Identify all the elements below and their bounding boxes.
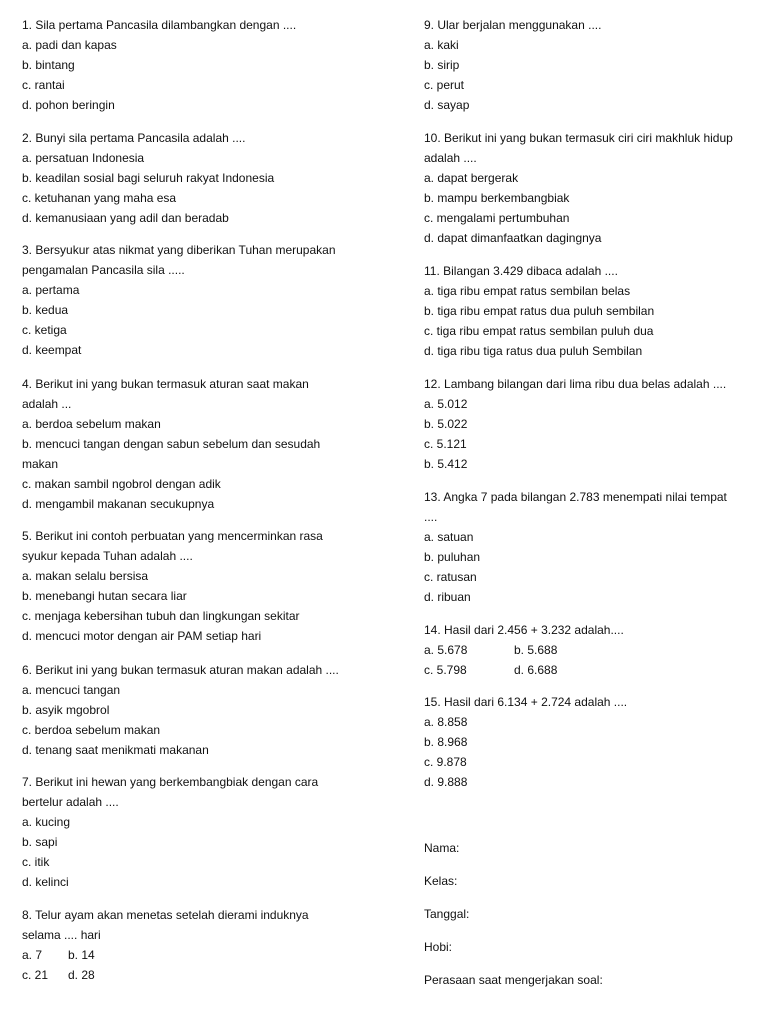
option-12b: b. 5.022 bbox=[424, 417, 468, 431]
option-1b: b. bintang bbox=[22, 58, 75, 72]
option-12d: b. 5.412 bbox=[424, 457, 468, 471]
question-4-text-cont: adalah ... bbox=[22, 397, 72, 411]
question-12-text: 12. Lambang bilangan dari lima ribu dua belas adalah .... bbox=[424, 377, 727, 391]
option-5b: b. menebangi hutan secara liar bbox=[22, 589, 187, 603]
question-4-text: 4. Berikut ini yang bukan termasuk aturan saat makan bbox=[22, 377, 309, 391]
question-13-text: 13. Angka 7 pada bilangan 2.783 menempati nilai tempat bbox=[424, 490, 727, 504]
question-1 bbox=[22, 15, 382, 115]
option-7b: b. sapi bbox=[22, 835, 58, 849]
option-5c: c. menjaga kebersihan tubuh dan lingkungan sekitar bbox=[22, 609, 300, 623]
option-4d: d. mengambil makanan secukupnya bbox=[22, 497, 215, 511]
question-14 bbox=[424, 620, 764, 680]
question-3-text-cont: pengamalan Pancasila sila ..... bbox=[22, 263, 185, 277]
option-14a: a. 5.678 bbox=[424, 643, 468, 657]
option-1d: d. pohon beringin bbox=[22, 98, 115, 112]
option-3d: d. keempat bbox=[22, 343, 82, 357]
option-13b: b. puluhan bbox=[424, 550, 481, 564]
question-11 bbox=[424, 261, 764, 361]
question-15-text: 15. Hasil dari 6.134 + 2.724 adalah .... bbox=[424, 695, 628, 709]
question-10-text-cont: adalah .... bbox=[424, 151, 477, 165]
question-10 bbox=[424, 128, 764, 248]
question-8-text: 8. Telur ayam akan menetas setelah dierami induknya bbox=[22, 908, 309, 922]
option-10a: a. dapat bergerak bbox=[424, 171, 519, 185]
option-10b: b. mampu berkembangbiak bbox=[424, 191, 570, 205]
option-13c: c. ratusan bbox=[424, 570, 477, 584]
question-7-text-cont: bertelur adalah .... bbox=[22, 795, 119, 809]
kelas-label: Kelas: bbox=[424, 874, 458, 888]
question-10-text: 10. Berikut ini yang bukan termasuk ciri ciri makhluk hidup bbox=[424, 131, 733, 145]
question-13 bbox=[424, 487, 764, 607]
option-7d: d. kelinci bbox=[22, 875, 69, 889]
option-8b: b. 14 bbox=[68, 948, 95, 962]
option-7c: c. itik bbox=[22, 855, 50, 869]
question-15 bbox=[424, 692, 764, 792]
option-6b: b. asyik mgobrol bbox=[22, 703, 110, 717]
option-5a: a. makan selalu bersisa bbox=[22, 569, 149, 583]
option-row-14ab bbox=[424, 640, 764, 660]
question-8-text-cont: selama .... hari bbox=[22, 928, 101, 942]
question-9 bbox=[424, 15, 764, 115]
option-9c: c. perut bbox=[424, 78, 465, 92]
option-9a: a. kaki bbox=[424, 38, 459, 52]
question-6 bbox=[22, 660, 382, 760]
question-5 bbox=[22, 526, 382, 646]
option-4b: b. mencuci tangan dengan sabun sebelum dan sesudah bbox=[22, 437, 321, 451]
option-14c: c. 5.798 bbox=[424, 663, 467, 677]
question-3-text: 3. Bersyukur atas nikmat yang diberikan Tuhan merupakan bbox=[22, 243, 336, 257]
question-4 bbox=[22, 374, 382, 514]
question-2-text: 2. Bunyi sila pertama Pancasila adalah .... bbox=[22, 131, 246, 145]
question-5-text-cont: syukur kepada Tuhan adalah .... bbox=[22, 549, 193, 563]
tanggal-label: Tanggal: bbox=[424, 907, 470, 921]
hobi-label: Hobi: bbox=[424, 940, 453, 954]
option-1c: c. rantai bbox=[22, 78, 65, 92]
question-1-text: 1. Sila pertama Pancasila dilambangkan dengan .... bbox=[22, 18, 297, 32]
option-row-8ab bbox=[22, 945, 382, 965]
option-3b: b. kedua bbox=[22, 303, 69, 317]
option-2c: c. ketuhanan yang maha esa bbox=[22, 191, 177, 205]
option-8a: a. 7 bbox=[22, 948, 43, 962]
option-5d: d. mencuci motor dengan air PAM setiap hari bbox=[22, 629, 262, 643]
option-15b: b. 8.968 bbox=[424, 735, 468, 749]
option-3c: c. ketiga bbox=[22, 323, 67, 337]
option-13a: a. satuan bbox=[424, 530, 474, 544]
option-4c: c. makan sambil ngobrol dengan adik bbox=[22, 477, 221, 491]
option-15d: d. 9.888 bbox=[424, 775, 468, 789]
option-11a: a. tiga ribu empat ratus sembilan belas bbox=[424, 284, 631, 298]
option-8c: c. 21 bbox=[22, 968, 49, 982]
option-6a: a. mencuci tangan bbox=[22, 683, 121, 697]
option-6d: d. tenang saat menikmati makanan bbox=[22, 743, 209, 757]
question-9-text: 9. Ular berjalan menggunakan .... bbox=[424, 18, 602, 32]
option-9b: b. sirip bbox=[424, 58, 460, 72]
option-11b: b. tiga ribu empat ratus dua puluh sembilan bbox=[424, 304, 655, 318]
option-10d: d. dapat dimanfaatkan dagingnya bbox=[424, 231, 602, 245]
option-11c: c. tiga ribu empat ratus sembilan puluh dua bbox=[424, 324, 654, 338]
option-14d: d. 6.688 bbox=[514, 663, 558, 677]
question-2 bbox=[22, 128, 382, 228]
question-5-text: 5. Berikut ini contoh perbuatan yang mencerminkan rasa bbox=[22, 529, 323, 543]
option-15c: c. 9.878 bbox=[424, 755, 467, 769]
option-row-8cd bbox=[22, 965, 382, 985]
option-2a: a. persatuan Indonesia bbox=[22, 151, 145, 165]
option-15a: a. 8.858 bbox=[424, 715, 468, 729]
option-12c: c. 5.121 bbox=[424, 437, 467, 451]
question-6-text: 6. Berikut ini yang bukan termasuk aturan makan adalah .... bbox=[22, 663, 339, 677]
option-13d: d. ribuan bbox=[424, 590, 471, 604]
option-14b: b. 5.688 bbox=[514, 643, 558, 657]
question-3 bbox=[22, 240, 382, 360]
option-10c: c. mengalami pertumbuhan bbox=[424, 211, 570, 225]
question-7 bbox=[22, 772, 382, 892]
question-11-text: 11. Bilangan 3.429 dibaca adalah .... bbox=[424, 264, 618, 278]
option-12a: a. 5.012 bbox=[424, 397, 468, 411]
option-4b-cont: makan bbox=[22, 457, 59, 471]
question-8 bbox=[22, 905, 382, 985]
option-8d: d. 28 bbox=[68, 968, 95, 982]
question-14-text: 14. Hasil dari 2.456 + 3.232 adalah.... bbox=[424, 623, 624, 637]
option-2b: b. keadilan sosial bagi seluruh rakyat Indonesia bbox=[22, 171, 275, 185]
option-4a: a. berdoa sebelum makan bbox=[22, 417, 161, 431]
option-row-14cd bbox=[424, 660, 764, 680]
option-9d: d. sayap bbox=[424, 98, 470, 112]
option-1a: a. padi dan kapas bbox=[22, 38, 117, 52]
option-7a: a. kucing bbox=[22, 815, 71, 829]
question-7-text: 7. Berikut ini hewan yang berkembangbiak dengan cara bbox=[22, 775, 319, 789]
question-13-text-cont: .... bbox=[424, 510, 438, 524]
option-6c: c. berdoa sebelum makan bbox=[22, 723, 161, 737]
nama-label: Nama: bbox=[424, 841, 460, 855]
question-12 bbox=[424, 374, 764, 474]
option-11d: d. tiga ribu tiga ratus dua puluh Sembilan bbox=[424, 344, 643, 358]
option-2d: d. kemanusiaan yang adil dan beradab bbox=[22, 211, 229, 225]
perasaan-label: Perasaan saat mengerjakan soal: bbox=[424, 973, 603, 987]
option-3a: a. pertama bbox=[22, 283, 80, 297]
